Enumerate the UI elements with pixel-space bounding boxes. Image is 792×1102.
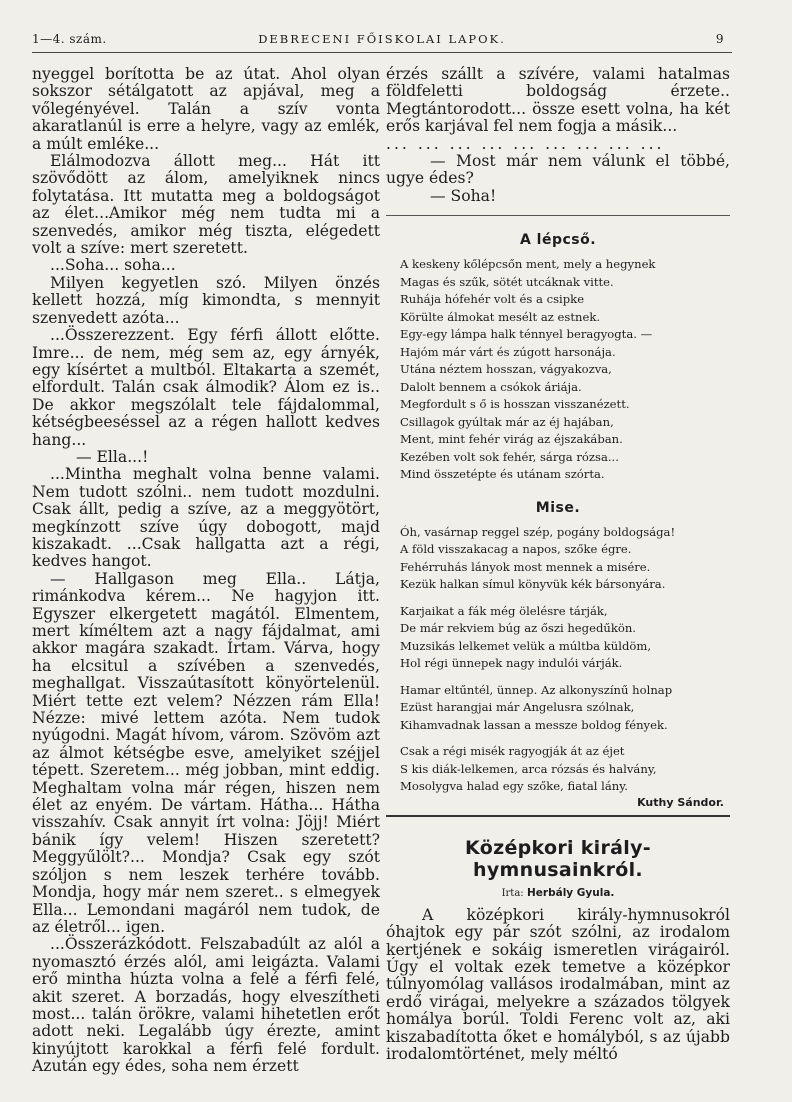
section-divider (386, 815, 730, 817)
poem-line: Csillagok gyúltak már az éj hajában, (400, 414, 614, 429)
dialogue-line: — Most már nem válunk el többé, ugye édes? (386, 152, 730, 188)
poem-title-mise: Mise. (535, 499, 581, 516)
poem-line: Hol régi ünnepek nagy indulói várják. (400, 656, 623, 671)
poem-line: A keskeny kőlépcsőn ment, mely a hegynek (400, 257, 656, 272)
poem-mise (386, 524, 730, 809)
story-paragraph: Milyen kegyetlen szó. Milyen önzés kellett hozzá, míg kimondta, s mennyit szenvedett azóta... (32, 273, 380, 327)
story-paragraph: ...Összerezzent. Egy férfi állott előtte. Imre... de nem, még sem az, egy árnyék, egy kísértet a multból. Eltakarta a szemét, elfordult. Talán csak álmodik? Álom ez is.. De akkor megszólalt tele fájdalommal, kétségbeeséssel az a régen hallott kedves hang... (32, 326, 380, 449)
poem-title-lepcso: A lépcső. (519, 232, 597, 249)
page-number: 9 (715, 32, 724, 46)
right-column (386, 66, 730, 1063)
issue-number: 1—4. szám. (32, 32, 107, 46)
poem-line: Ezüst harangjai már Angelusra szólnak, (400, 700, 635, 715)
poem-line: Ment, mint fehér virág az éjszakában. (400, 432, 623, 447)
story-column-left (32, 66, 380, 1076)
running-header (32, 32, 732, 53)
story-paragraph: Elálmodozva állott meg... Hát itt szövődött az álom, amelyiknek nincs folytatása. Itt mutatta meg a boldogságot az élet...Amikor még nem tudta mi a szenvedés, amikor még tiszta, elégedett volt a szíve: mert szeretett. (32, 152, 380, 258)
poem-line: Megfordult s ő is hosszan visszanézett. (400, 397, 630, 412)
poem-line: Hajóm már várt és zúgott harsonája. (400, 344, 616, 359)
byline-prefix: Irta: (501, 887, 524, 899)
poem-line: Egy-egy lámpa halk ténnyel beragyogta. — (400, 327, 653, 342)
article-paragraph: A középkori király-hymnusokról óhajtok egy pár szót szólni, az irodalom kertjének e sokáig ismeretlen virágairól. Úgy el voltak ezek temetve a középkor túlnyomólag vallásos irodalmában, mint az erdő virágai, melyekre a százados tölgyek homálya borúl. Toldi Ferenc volt az, aki kiszabadította őket e homályból, s az újabb irodalomtörténet, mely méltó (386, 905, 730, 1063)
byline-author: Herbály Gyula. (527, 886, 615, 899)
story-paragraph: nyeggel borította be az útat. Ahol olyan sokszor sétálgatott az apjával, meg a vőlegényével. Talán a szív vonta akaratlanúl is erre a helyre, vagy az emlék, a múlt emléke... (32, 65, 380, 153)
article-byline (386, 887, 730, 899)
poem-author: Kuthy Sándor. (637, 795, 724, 809)
section-divider (386, 215, 730, 216)
story-paragraph: — Hallgason meg Ella.. Látja, rimánkodva kérem... Ne hagyjon itt. Egyszer elkergetett magától. Elmentem, mert kíméltem azt a nagy fájdalmat, ami akkor magára szakadt. Írtam. Várva, hogy ha elcsitul a szívében a szenvedés, meghallgat. Visszaútasított könyörtelenül. Miért tette ezt velem? Nézzen rám Ella! Nézze: mivé lettem azóta. Nem tudok nyúgodni. Magát hívom, várom. Szövöm azt az álmot kétségbe esve, amelyiket széjjel tépett. Szeretem... még jobban, mint eddig. Meghaltam volna már régen, hiszen nem élet az enyém. De vártam. Hátha... Hátha visszahív. Csak annyit írt volna: Jöjj! Miért bánik így velem! Hiszen szeretett? Meggyűlölt?... Mondja? Csak egy szót szóljon s nem leszek terhére tovább. Mondja, hogy már nem szeret.. s elmegyek Ella... Lemondani magáról nem tudok, de az életről... igen. (32, 569, 380, 936)
poem-line: De már rekviem búg az őszi hegedűkön. (400, 621, 636, 636)
poem-line: Utána néztem hosszan, vágyakozva, (400, 362, 612, 377)
ellipsis-line: ... ... ... ... ... ... ... ... ... (386, 134, 665, 153)
stanza-gap (386, 734, 730, 743)
poem-line: Karjaikat a fák még ölelésre tárják, (400, 603, 608, 618)
dialogue-line: — Ella...! (76, 447, 149, 466)
poem-line: Kihamvadnak lassan a messze boldog fények. (400, 717, 668, 732)
journal-title: DEBRECENI FŐISKOLAI LAPOK. (258, 32, 506, 46)
dialogue-line: — Soha! (430, 186, 497, 205)
story-paragraph: ...Összerázkódott. Felszabadúlt az alól a nyomasztó érzés alól, ami leigázta. Valami erő mintha húzta volna a felé a férfi felé, akit szeret. A borzadás, hogy elveszítheti most... talán örökre, valami hihetetlen erőt adott neki. Legalább úgy érezte, amint kinyújtott karokkal a férfi felé fordult. Azután egy édes, soha nem érzett (32, 935, 380, 1076)
poem-line: Kezük halkan símul könyvük kék bársonyára. (400, 577, 666, 592)
story-paragraph: ...Mintha meghalt volna benne valami. Nem tudott szólni.. nem tudott mozdulni. Csak állt, pedig a szíve, az a meggyötört, megkínzott szíve úgy dobogott, majd kiszakadt. ...Csak hallgatta azt a régi, kedves hangot. (32, 465, 380, 571)
poem-lepcso (386, 256, 730, 484)
story-paragraph: érzés szállt a szívére, valami hatalmas földfeletti boldogság érzete.. Megtántorodott... össze esett volna, ha két erős karjával fel nem fogja a másik... (386, 65, 730, 136)
poem-line: Mind összetépte és utánam szórta. (400, 467, 605, 482)
story-paragraph: ...Soha... soha... (50, 256, 176, 275)
poem-line: Mosolygva halad egy szőke, fiatal lány. (400, 779, 628, 794)
poem-line: Muzsikás lelkemet velük a múltba küldöm, (400, 638, 652, 653)
stanza-gap (386, 673, 730, 682)
poem-line: Magas és szűk, sötét utcáknak vitte. (400, 274, 614, 289)
poem-line: S kis diák-lelkemen, arca rózsás és halvány, (400, 761, 657, 776)
article-title: Középkori király-hymnusainkról. (465, 836, 651, 881)
poem-line: Ruhája hófehér volt és a csipke (400, 292, 585, 307)
poem-line: Óh, vasárnap reggel szép, pogány boldogsága! (400, 524, 676, 539)
poem-line: Csak a régi misék ragyogják át az éjet (400, 744, 625, 759)
poem-line: Kezében volt sok fehér, sárga rózsa... (400, 449, 619, 464)
poem-line: Dalolt bennem a csókok áriája. (400, 379, 582, 394)
poem-line: A föld visszakacag a napos, szőke égre. (400, 542, 632, 557)
poem-line: Fehérruhás lányok most mennek a misére. (400, 559, 651, 574)
poem-line: Hamar eltűntél, ünnep. Az alkonyszínű holnap (400, 682, 673, 697)
poem-line: Körülte álmokat mesélt az estnek. (400, 309, 601, 324)
stanza-gap (386, 594, 730, 603)
